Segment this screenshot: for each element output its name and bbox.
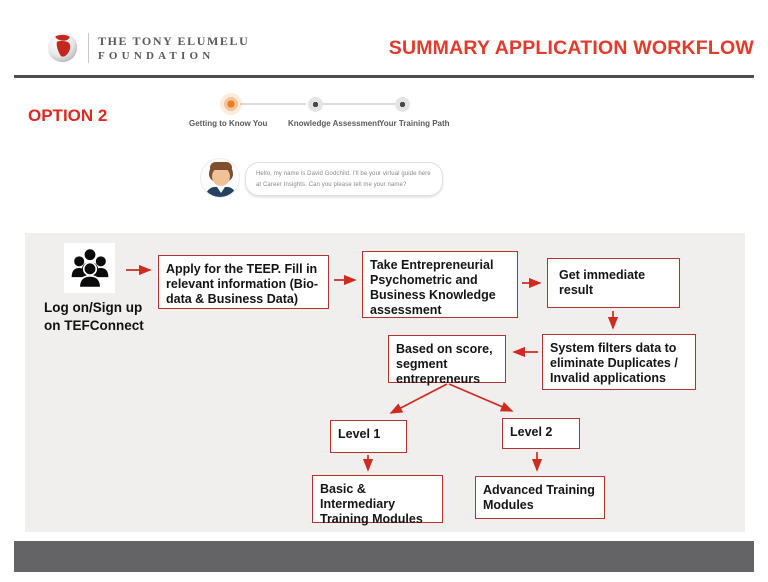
avatar-collar [217,187,225,193]
flow-node-assessment: Take Entrepreneurial Psychometric and Business Knowledge assessment [362,251,518,318]
brand-wordmark [98,34,249,62]
avatar-fringe [210,162,232,170]
step-dot-2[interactable] [308,97,323,112]
flow-node-result: Get immediate result [547,258,680,308]
flow-node-segment: Based on score, segment entrepreneurs [388,335,506,383]
step-dot-active[interactable] [220,93,242,115]
brand-name-line2: FOUNDATION [98,49,215,62]
brand-name-line1: THE TONY ELUMELU [98,33,250,48]
step-label-your-training-path: Your Training Path [379,119,450,128]
foundation-logo [47,32,249,63]
logo-divider [88,33,89,63]
flow-node-advanced-modules: Advanced Training Modules [475,476,605,519]
flow-node-level2: Level 2 [502,418,580,449]
stepper-track-2 [323,103,395,105]
flow-node-filter: System filters data to eliminate Duplicates / Invalid applications [542,334,696,390]
stepper-track-1 [240,103,306,105]
chat-bubble: Hello, my name is David Godchild. I'll be your virtual guide here at Career Insights. Can you please tell me your name? [245,162,443,196]
step-dot-3[interactable] [395,97,410,112]
flow-node-apply: Apply for the TEEP. Fill in relevant information (Bio-data & Business Data) [158,255,329,309]
step-label-knowledge-assessment: Knowledge Assessment [288,119,380,128]
flow-start-label-line2: on TEFConnect [44,317,144,333]
people-group-icon [69,248,111,288]
page-title: SUMMARY APPLICATION WORKFLOW [388,37,754,59]
flow-start-label-line1: Log on/Sign up [44,300,143,315]
guide-avatar [200,158,240,198]
flow-node-basic-modules: Basic & Intermediary Training Modules [312,475,443,523]
flow-node-level1: Level 1 [330,420,407,453]
users-tile [64,243,115,293]
step-label-getting-to-know-you: Getting to Know You [189,119,268,128]
option-label: OPTION 2 [28,106,108,125]
globe-icon [47,32,78,63]
header-divider [14,75,754,78]
footer-bar [14,541,754,572]
flow-start-label [44,299,144,334]
